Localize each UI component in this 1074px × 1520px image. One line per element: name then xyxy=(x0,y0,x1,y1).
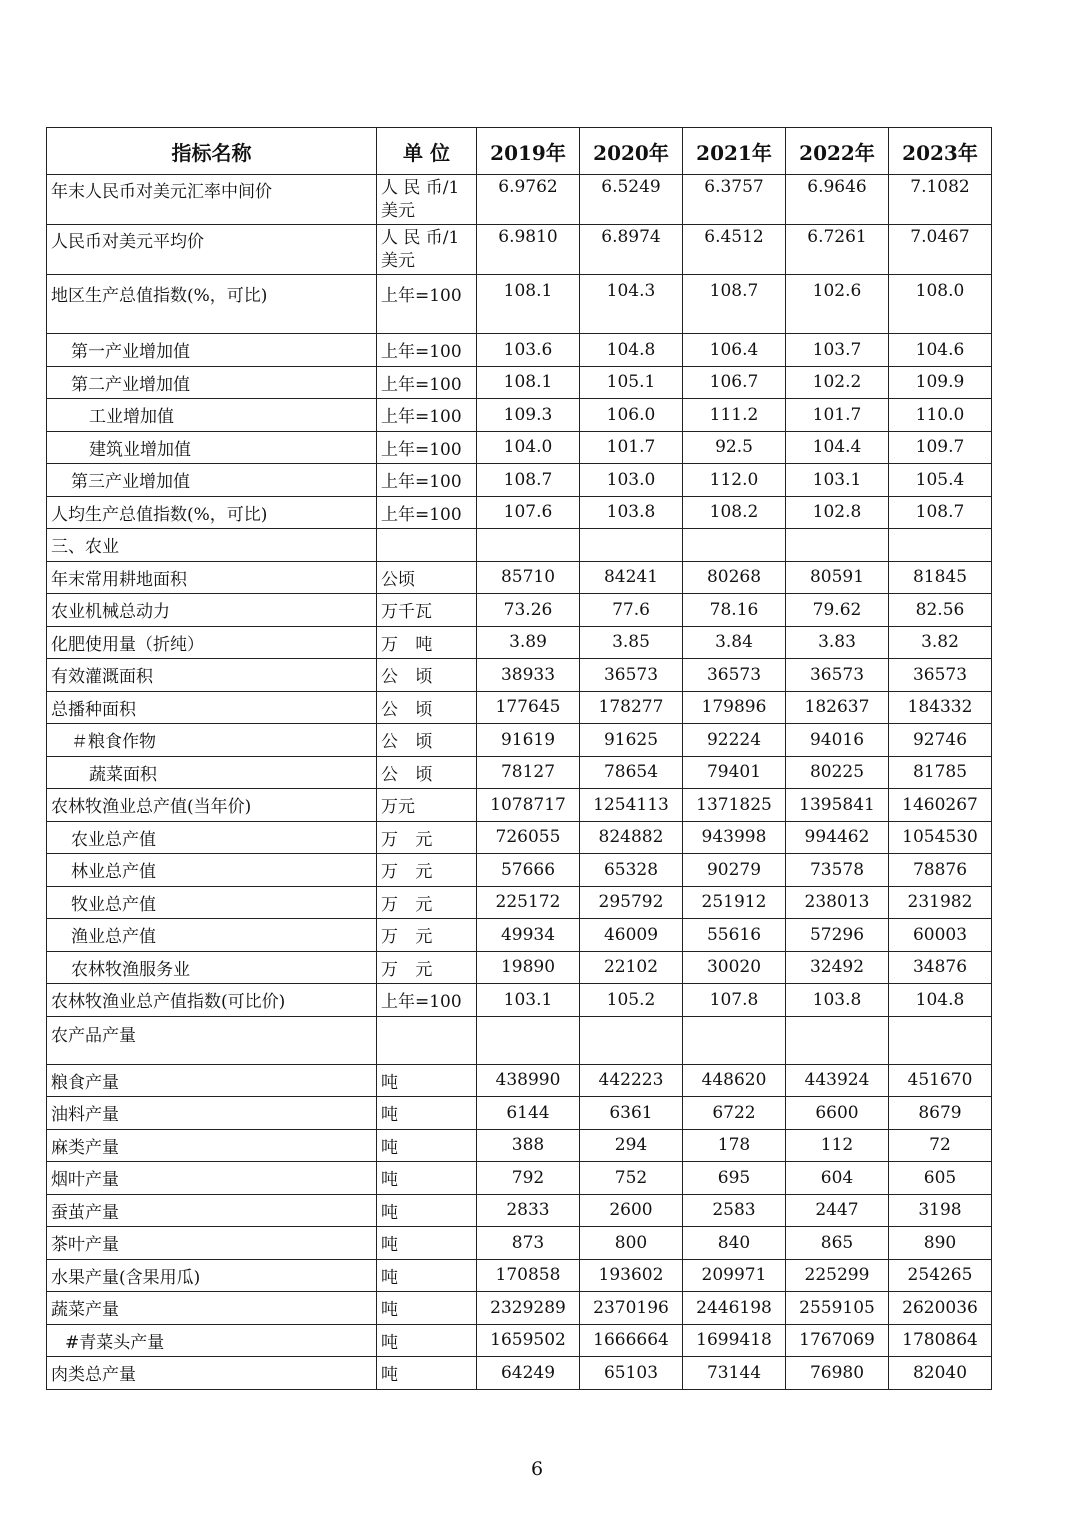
indicator-unit: 吨 xyxy=(377,1259,477,1292)
value-cell-2023: 7.1082 xyxy=(889,175,992,225)
indicator-unit: 万 元 xyxy=(377,919,477,952)
value-cell-2022: 6600 xyxy=(786,1097,889,1130)
value-cell-2023: 34876 xyxy=(889,951,992,984)
value-cell-2020: 1254113 xyxy=(580,789,683,822)
value-cell-2020: 101.7 xyxy=(580,431,683,464)
value-cell-2020: 105.2 xyxy=(580,984,683,1017)
indicator-name: 建筑业增加值 xyxy=(47,431,377,464)
table-row xyxy=(47,1129,992,1162)
value-cell-2021: 3.84 xyxy=(683,626,786,659)
value-cell-2021: 179896 xyxy=(683,691,786,724)
indicator-name: 地区生产总值指数(%，可比) xyxy=(47,275,377,334)
value-cell-2019: 103.1 xyxy=(477,984,580,1017)
table-row xyxy=(47,561,992,594)
value-cell-2023: 108.0 xyxy=(889,275,992,334)
value-cell-2021: 695 xyxy=(683,1162,786,1195)
indicator-unit: 万千瓦 xyxy=(377,594,477,627)
value-cell-2023: 2620036 xyxy=(889,1292,992,1325)
indicator-name: 工业增加值 xyxy=(47,399,377,432)
table-row xyxy=(47,1064,992,1097)
header-year-2019: 2019年 xyxy=(477,128,580,175)
value-cell-2019: 388 xyxy=(477,1129,580,1162)
value-cell-2020 xyxy=(580,529,683,562)
value-cell-2020: 3.85 xyxy=(580,626,683,659)
indicator-unit: 人 民 币/1美元 xyxy=(377,175,477,225)
value-cell-2019: 792 xyxy=(477,1162,580,1195)
value-cell-2020: 193602 xyxy=(580,1259,683,1292)
indicator-name: 年末人民币对美元汇率中间价 xyxy=(47,175,377,225)
value-cell-2019: 73.26 xyxy=(477,594,580,627)
value-cell-2019: 6.9810 xyxy=(477,225,580,275)
header-year-2020: 2020年 xyxy=(580,128,683,175)
table-row xyxy=(47,431,992,464)
value-cell-2020: 800 xyxy=(580,1227,683,1260)
value-cell-2019: 2329289 xyxy=(477,1292,580,1325)
table-row xyxy=(47,334,992,367)
table-row xyxy=(47,1194,992,1227)
value-cell-2023: 81785 xyxy=(889,756,992,789)
value-cell-2020: 106.0 xyxy=(580,399,683,432)
value-cell-2023: 890 xyxy=(889,1227,992,1260)
value-cell-2023: 8679 xyxy=(889,1097,992,1130)
value-cell-2019: 6144 xyxy=(477,1097,580,1130)
value-cell-2019: 6.9762 xyxy=(477,175,580,225)
table-row xyxy=(47,1097,992,1130)
indicator-name: 牧业总产值 xyxy=(47,886,377,919)
indicator-unit: 上年=100 xyxy=(377,984,477,1017)
value-cell-2021 xyxy=(683,529,786,562)
table-row xyxy=(47,225,992,275)
value-cell-2019: 2833 xyxy=(477,1194,580,1227)
indicator-unit: 吨 xyxy=(377,1227,477,1260)
value-cell-2019: 49934 xyxy=(477,919,580,952)
table-row xyxy=(47,529,992,562)
indicator-name: 茶叶产量 xyxy=(47,1227,377,1260)
table-row xyxy=(47,175,992,225)
value-cell-2020: 294 xyxy=(580,1129,683,1162)
value-cell-2023: 60003 xyxy=(889,919,992,952)
value-cell-2019: 170858 xyxy=(477,1259,580,1292)
header-year-2023: 2023年 xyxy=(889,128,992,175)
table-row xyxy=(47,594,992,627)
indicator-name: ＃粮食作物 xyxy=(47,724,377,757)
value-cell-2020: 104.3 xyxy=(580,275,683,334)
page-number: 6 xyxy=(530,1458,544,1480)
header-unit: 单 位 xyxy=(377,128,477,175)
value-cell-2020: 78654 xyxy=(580,756,683,789)
indicator-unit: 吨 xyxy=(377,1129,477,1162)
value-cell-2021: 106.7 xyxy=(683,366,786,399)
value-cell-2023: 254265 xyxy=(889,1259,992,1292)
indicator-name: 农林牧渔服务业 xyxy=(47,951,377,984)
indicator-unit: 人 民 币/1美元 xyxy=(377,225,477,275)
value-cell-2022: 57296 xyxy=(786,919,889,952)
indicator-name: 蔬菜产量 xyxy=(47,1292,377,1325)
value-cell-2022: 79.62 xyxy=(786,594,889,627)
table-row xyxy=(47,464,992,497)
value-cell-2023: 1460267 xyxy=(889,789,992,822)
table-row xyxy=(47,275,992,334)
indicator-name: #青菜头产量 xyxy=(47,1324,377,1357)
value-cell-2022: 2447 xyxy=(786,1194,889,1227)
value-cell-2021: 178 xyxy=(683,1129,786,1162)
statistics-table xyxy=(46,127,992,1390)
value-cell-2022: 102.2 xyxy=(786,366,889,399)
indicator-name: 农产品产量 xyxy=(47,1016,377,1064)
value-cell-2022: 6.9646 xyxy=(786,175,889,225)
indicator-unit: 吨 xyxy=(377,1194,477,1227)
table-row xyxy=(47,854,992,887)
value-cell-2020: 103.8 xyxy=(580,496,683,529)
value-cell-2019: 107.6 xyxy=(477,496,580,529)
indicator-name: 水果产量(含果用瓜) xyxy=(47,1259,377,1292)
table-row xyxy=(47,919,992,952)
value-cell-2022: 994462 xyxy=(786,821,889,854)
indicator-unit: 上年=100 xyxy=(377,275,477,334)
value-cell-2019: 91619 xyxy=(477,724,580,757)
table-row xyxy=(47,1016,992,1064)
value-cell-2019: 108.7 xyxy=(477,464,580,497)
value-cell-2023: 605 xyxy=(889,1162,992,1195)
value-cell-2022: 103.1 xyxy=(786,464,889,497)
table-header xyxy=(47,128,992,175)
indicator-unit: 公 顷 xyxy=(377,659,477,692)
value-cell-2022 xyxy=(786,529,889,562)
value-cell-2021: 78.16 xyxy=(683,594,786,627)
indicator-unit: 吨 xyxy=(377,1292,477,1325)
value-cell-2020: 36573 xyxy=(580,659,683,692)
value-cell-2020: 2370196 xyxy=(580,1292,683,1325)
value-cell-2020: 6361 xyxy=(580,1097,683,1130)
table-row xyxy=(47,1227,992,1260)
indicator-unit: 上年=100 xyxy=(377,334,477,367)
value-cell-2022: 73578 xyxy=(786,854,889,887)
value-cell-2022: 76980 xyxy=(786,1357,889,1390)
table-row xyxy=(47,951,992,984)
value-cell-2020: 46009 xyxy=(580,919,683,952)
indicator-unit xyxy=(377,529,477,562)
indicator-unit: 吨 xyxy=(377,1357,477,1390)
value-cell-2019 xyxy=(477,1016,580,1064)
value-cell-2021: 6.4512 xyxy=(683,225,786,275)
value-cell-2020: 91625 xyxy=(580,724,683,757)
indicator-name: 第三产业增加值 xyxy=(47,464,377,497)
value-cell-2019: 108.1 xyxy=(477,275,580,334)
value-cell-2021: 73144 xyxy=(683,1357,786,1390)
value-cell-2020: 442223 xyxy=(580,1064,683,1097)
indicator-unit: 公 顷 xyxy=(377,691,477,724)
indicator-name: 总播种面积 xyxy=(47,691,377,724)
indicator-name: 第一产业增加值 xyxy=(47,334,377,367)
indicator-unit: 吨 xyxy=(377,1097,477,1130)
value-cell-2019: 3.89 xyxy=(477,626,580,659)
value-cell-2022: 604 xyxy=(786,1162,889,1195)
value-cell-2020 xyxy=(580,1016,683,1064)
value-cell-2020: 1666664 xyxy=(580,1324,683,1357)
value-cell-2022: 6.7261 xyxy=(786,225,889,275)
value-cell-2021: 2446198 xyxy=(683,1292,786,1325)
value-cell-2019: 225172 xyxy=(477,886,580,919)
indicator-unit: 万 元 xyxy=(377,854,477,887)
value-cell-2021: 108.2 xyxy=(683,496,786,529)
header-year-2022: 2022年 xyxy=(786,128,889,175)
value-cell-2022: 1395841 xyxy=(786,789,889,822)
indicator-name: 林业总产值 xyxy=(47,854,377,887)
value-cell-2020: 65328 xyxy=(580,854,683,887)
value-cell-2021: 943998 xyxy=(683,821,786,854)
value-cell-2019: 64249 xyxy=(477,1357,580,1390)
value-cell-2022: 80225 xyxy=(786,756,889,789)
table-body xyxy=(47,175,992,1390)
value-cell-2020: 77.6 xyxy=(580,594,683,627)
table-row xyxy=(47,1357,992,1390)
indicator-unit: 公 顷 xyxy=(377,756,477,789)
table-row xyxy=(47,886,992,919)
indicator-name: 有效灌溉面积 xyxy=(47,659,377,692)
value-cell-2020: 295792 xyxy=(580,886,683,919)
indicator-name: 蔬菜面积 xyxy=(47,756,377,789)
value-cell-2019: 19890 xyxy=(477,951,580,984)
value-cell-2021: 36573 xyxy=(683,659,786,692)
value-cell-2022: 103.8 xyxy=(786,984,889,1017)
value-cell-2021: 80268 xyxy=(683,561,786,594)
value-cell-2022: 112 xyxy=(786,1129,889,1162)
indicator-name: 肉类总产量 xyxy=(47,1357,377,1390)
indicator-unit: 万 元 xyxy=(377,951,477,984)
indicator-unit: 万 吨 xyxy=(377,626,477,659)
indicator-name: 人民币对美元平均价 xyxy=(47,225,377,275)
value-cell-2023: 81845 xyxy=(889,561,992,594)
indicator-unit: 吨 xyxy=(377,1162,477,1195)
indicator-name: 烟叶产量 xyxy=(47,1162,377,1195)
value-cell-2022: 443924 xyxy=(786,1064,889,1097)
value-cell-2019: 438990 xyxy=(477,1064,580,1097)
value-cell-2023: 78876 xyxy=(889,854,992,887)
indicator-unit xyxy=(377,1016,477,1064)
value-cell-2021: 30020 xyxy=(683,951,786,984)
value-cell-2023: 184332 xyxy=(889,691,992,724)
table-row xyxy=(47,691,992,724)
value-cell-2019: 38933 xyxy=(477,659,580,692)
value-cell-2023: 3198 xyxy=(889,1194,992,1227)
indicator-unit: 吨 xyxy=(377,1064,477,1097)
table-row xyxy=(47,496,992,529)
value-cell-2021: 55616 xyxy=(683,919,786,952)
value-cell-2022: 32492 xyxy=(786,951,889,984)
value-cell-2021: 79401 xyxy=(683,756,786,789)
table-row xyxy=(47,984,992,1017)
indicator-name: 年末常用耕地面积 xyxy=(47,561,377,594)
value-cell-2023: 36573 xyxy=(889,659,992,692)
value-cell-2023: 72 xyxy=(889,1129,992,1162)
indicator-name: 粮食产量 xyxy=(47,1064,377,1097)
value-cell-2022: 182637 xyxy=(786,691,889,724)
value-cell-2023: 7.0467 xyxy=(889,225,992,275)
value-cell-2022: 3.83 xyxy=(786,626,889,659)
value-cell-2019: 177645 xyxy=(477,691,580,724)
value-cell-2020: 2600 xyxy=(580,1194,683,1227)
value-cell-2022: 2559105 xyxy=(786,1292,889,1325)
table-row xyxy=(47,399,992,432)
indicator-name: 蚕茧产量 xyxy=(47,1194,377,1227)
value-cell-2019: 78127 xyxy=(477,756,580,789)
value-cell-2021: 92.5 xyxy=(683,431,786,464)
value-cell-2023 xyxy=(889,529,992,562)
table-row xyxy=(47,1324,992,1357)
value-cell-2021: 6.3757 xyxy=(683,175,786,225)
table-row xyxy=(47,821,992,854)
value-cell-2022 xyxy=(786,1016,889,1064)
value-cell-2020: 84241 xyxy=(580,561,683,594)
value-cell-2019: 1078717 xyxy=(477,789,580,822)
value-cell-2023: 231982 xyxy=(889,886,992,919)
indicator-name: 农业机械总动力 xyxy=(47,594,377,627)
value-cell-2020: 178277 xyxy=(580,691,683,724)
value-cell-2021: 112.0 xyxy=(683,464,786,497)
value-cell-2022: 36573 xyxy=(786,659,889,692)
indicator-unit: 公顷 xyxy=(377,561,477,594)
value-cell-2019: 85710 xyxy=(477,561,580,594)
table-row xyxy=(47,789,992,822)
indicator-name: 农业总产值 xyxy=(47,821,377,854)
indicator-unit: 万 元 xyxy=(377,886,477,919)
indicator-unit: 上年=100 xyxy=(377,366,477,399)
value-cell-2021: 251912 xyxy=(683,886,786,919)
value-cell-2019: 103.6 xyxy=(477,334,580,367)
table-row xyxy=(47,366,992,399)
value-cell-2022: 101.7 xyxy=(786,399,889,432)
indicator-unit: 万元 xyxy=(377,789,477,822)
value-cell-2019: 57666 xyxy=(477,854,580,887)
value-cell-2023: 92746 xyxy=(889,724,992,757)
value-cell-2023: 108.7 xyxy=(889,496,992,529)
value-cell-2023 xyxy=(889,1016,992,1064)
indicator-name: 油料产量 xyxy=(47,1097,377,1130)
value-cell-2021: 92224 xyxy=(683,724,786,757)
value-cell-2021: 2583 xyxy=(683,1194,786,1227)
value-cell-2022: 238013 xyxy=(786,886,889,919)
table-row xyxy=(47,724,992,757)
indicator-unit: 上年=100 xyxy=(377,496,477,529)
value-cell-2020: 6.8974 xyxy=(580,225,683,275)
value-cell-2022: 80591 xyxy=(786,561,889,594)
indicator-name: 渔业总产值 xyxy=(47,919,377,952)
value-cell-2021: 448620 xyxy=(683,1064,786,1097)
value-cell-2021: 840 xyxy=(683,1227,786,1260)
value-cell-2023: 104.6 xyxy=(889,334,992,367)
indicator-unit: 上年=100 xyxy=(377,431,477,464)
table-row xyxy=(47,1162,992,1195)
indicator-name: 农林牧渔业总产值指数(可比价) xyxy=(47,984,377,1017)
indicator-unit: 吨 xyxy=(377,1324,477,1357)
indicator-unit: 万 元 xyxy=(377,821,477,854)
value-cell-2023: 3.82 xyxy=(889,626,992,659)
table-row xyxy=(47,1292,992,1325)
value-cell-2022: 865 xyxy=(786,1227,889,1260)
value-cell-2021: 1699418 xyxy=(683,1324,786,1357)
value-cell-2020: 824882 xyxy=(580,821,683,854)
value-cell-2020: 104.8 xyxy=(580,334,683,367)
value-cell-2019: 726055 xyxy=(477,821,580,854)
value-cell-2021: 90279 xyxy=(683,854,786,887)
indicator-name: 化肥使用量（折纯） xyxy=(47,626,377,659)
value-cell-2019: 108.1 xyxy=(477,366,580,399)
value-cell-2020: 22102 xyxy=(580,951,683,984)
value-cell-2022: 102.8 xyxy=(786,496,889,529)
value-cell-2021: 111.2 xyxy=(683,399,786,432)
indicator-name: 第二产业增加值 xyxy=(47,366,377,399)
value-cell-2023: 451670 xyxy=(889,1064,992,1097)
value-cell-2020: 6.5249 xyxy=(580,175,683,225)
value-cell-2020: 752 xyxy=(580,1162,683,1195)
indicator-unit: 公 顷 xyxy=(377,724,477,757)
value-cell-2021: 108.7 xyxy=(683,275,786,334)
indicator-unit: 上年=100 xyxy=(377,399,477,432)
indicator-name: 人均生产总值指数(%，可比) xyxy=(47,496,377,529)
value-cell-2022: 225299 xyxy=(786,1259,889,1292)
value-cell-2020: 65103 xyxy=(580,1357,683,1390)
value-cell-2022: 94016 xyxy=(786,724,889,757)
value-cell-2021: 1371825 xyxy=(683,789,786,822)
value-cell-2021: 6722 xyxy=(683,1097,786,1130)
value-cell-2020: 103.0 xyxy=(580,464,683,497)
value-cell-2019: 109.3 xyxy=(477,399,580,432)
value-cell-2022: 103.7 xyxy=(786,334,889,367)
value-cell-2022: 1767069 xyxy=(786,1324,889,1357)
value-cell-2021: 107.8 xyxy=(683,984,786,1017)
table-row xyxy=(47,626,992,659)
table-row xyxy=(47,1259,992,1292)
value-cell-2023: 104.8 xyxy=(889,984,992,1017)
indicator-name: 三、农业 xyxy=(47,529,377,562)
value-cell-2023: 82040 xyxy=(889,1357,992,1390)
table-row xyxy=(47,659,992,692)
indicator-name: 农林牧渔业总产值(当年价) xyxy=(47,789,377,822)
value-cell-2022: 104.4 xyxy=(786,431,889,464)
indicator-name: 麻类产量 xyxy=(47,1129,377,1162)
header-indicator-name: 指标名称 xyxy=(47,128,377,175)
value-cell-2021: 106.4 xyxy=(683,334,786,367)
value-cell-2022: 102.6 xyxy=(786,275,889,334)
value-cell-2019: 1659502 xyxy=(477,1324,580,1357)
header-year-2021: 2021年 xyxy=(683,128,786,175)
value-cell-2023: 82.56 xyxy=(889,594,992,627)
value-cell-2019 xyxy=(477,529,580,562)
value-cell-2023: 1780864 xyxy=(889,1324,992,1357)
value-cell-2019: 104.0 xyxy=(477,431,580,464)
value-cell-2023: 109.7 xyxy=(889,431,992,464)
value-cell-2019: 873 xyxy=(477,1227,580,1260)
value-cell-2023: 105.4 xyxy=(889,464,992,497)
value-cell-2020: 105.1 xyxy=(580,366,683,399)
value-cell-2023: 110.0 xyxy=(889,399,992,432)
value-cell-2021 xyxy=(683,1016,786,1064)
value-cell-2023: 1054530 xyxy=(889,821,992,854)
indicator-unit: 上年=100 xyxy=(377,464,477,497)
value-cell-2021: 209971 xyxy=(683,1259,786,1292)
table-row xyxy=(47,756,992,789)
value-cell-2023: 109.9 xyxy=(889,366,992,399)
